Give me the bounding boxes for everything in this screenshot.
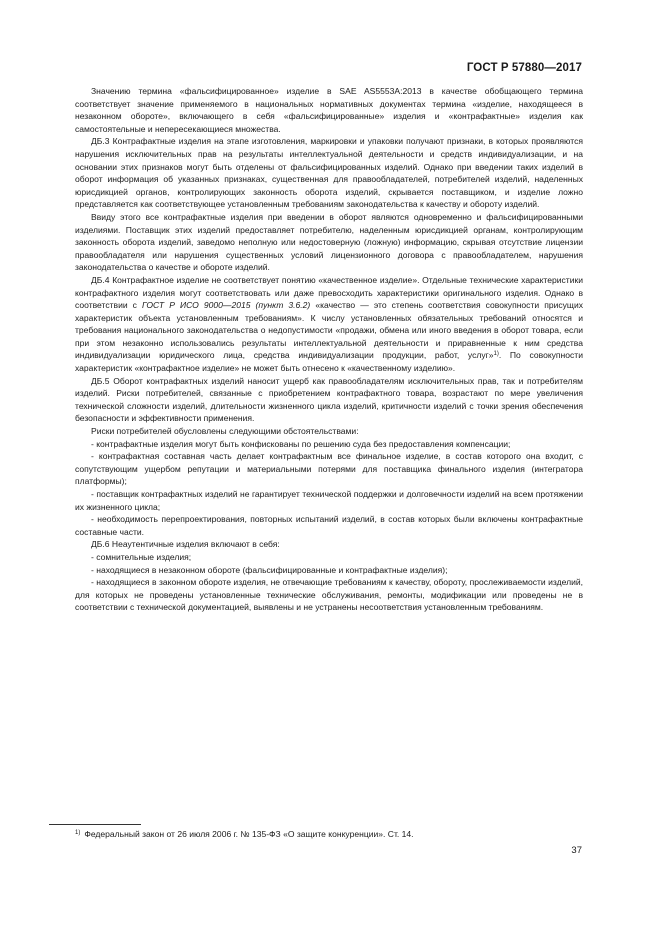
list-item: - находящиеся в незаконном обороте (фальсифицированные и контрафактные изделия); bbox=[91, 564, 448, 575]
paragraph-term-definition: Значению термина «фальсифицированное» изделие в SAE AS5553A:2013 в качестве обобщающего термина соответствует значение применяемого в национальных нормативных документах термина «изделие, находящееся в незаконном обороте», включающего в себя «фальсифицированные» изделия и «контрафактные» изделия как самостоятельные и непересекающиеся множества. bbox=[75, 86, 583, 134]
body-text bbox=[75, 85, 583, 614]
db4-text-b: «качество — это степень соответствия совокупности присущих характеристик объекта установленным требованиям». К числу установленных обязательных требований относятся и требования национального законодательства о недопустимости «продажи, обмена или иного введения в оборот товара, если при этом незаконно использовались результаты интеллектуальной деятельности и приравненные к ним средства индивидуализации юридического лица, средства индивидуализации продукции, работ, услуг» bbox=[75, 300, 583, 361]
page-number: 37 bbox=[571, 845, 582, 856]
list-item: - поставщик контрафактных изделий не гарантирует технической поддержки и долговечности изделий на всем протяжении их жизненного цикла; bbox=[75, 489, 583, 512]
paragraph-db5: ДБ.5 Оборот контрафактных изделий наносит ущерб как правообладателям исключительных прав, так и потребителям изделий. Риски потребителей, связанные с приобретением контрафактного товара, возрастают по мере увеличения технической сложности изделий, длительности жизненного цикла изделий, критичности изделий с точки зрения обеспечения безопасности и эффективности применения. bbox=[75, 375, 583, 424]
footnote-divider bbox=[49, 824, 141, 825]
footnote-number: 1) bbox=[75, 830, 81, 836]
list-item: - находящиеся в законном обороте изделия, не отвечающие требованиям к качеству, обороту, прослеживаемости изделий, для которых не проведены установленные технические обслуживания, ремонты, модификации или проведены не в соответствии с технической документацией, выявлены и не устранены несоответствия установленным требованиям. bbox=[75, 577, 583, 613]
db4-text-c: . По совокупности характеристик «контрафактное изделие» не может быть отнесено к «качественному изделию». bbox=[75, 350, 583, 374]
footnote-mark: 1) bbox=[493, 351, 499, 358]
paragraph-db4 bbox=[75, 274, 583, 375]
list-item: - необходимость перепроектирования, повторных испытаний изделий, в состав которых были включены контрафактные составные части. bbox=[75, 514, 583, 537]
paragraph-db3: ДБ.3 Контрафактные изделия на этапе изготовления, маркировки и упаковки получают признаки, в которых проявляются нарушения исключительных прав на результаты интеллектуальной деятельности и средств индивидуализации, и на основании этих признаков могут быть отделены от фальсифицированных изделий. Однако при введении таких изделий в оборот информация об указанных признаках, существенная для правообладателей, потребителей изделий, наделенных юрисдикцией органов, контролирующих законность оборота изделий, скрывается поставщиком, и изделие ложно представляется как соответствующее установленным требованиям законодательства к качеству и обороту изделий. bbox=[75, 136, 583, 210]
list-item: - сомнительные изделия; bbox=[91, 551, 192, 562]
db4-text-a: ДБ.4 Контрафактное изделие не соответствует понятию «качественное изделие». Отдельные технические характеристики контрафактного изделия могут соответствовать или даже превосходить характеристики оригинального изделия. Однако в соответствии с bbox=[75, 274, 583, 311]
document-code-header: ГОСТ Р 57880—2017 bbox=[466, 62, 582, 74]
paragraph-falsified: Ввиду этого все контрафактные изделия при введении в оборот являются одновременно и фальсифицированными изделиями. Поставщик этих изделий предоставляет потребителю, наделенным юрисдикцией органам, контролирующим законность оборота изделий, заведомо неполную или недостоверную (ложную) информацию, скрывая отсутствие лицензии правообладателя или нарушения существенных условий лицензионного договора с правообладателем, нарушения законодательства о качестве и обороте изделий. bbox=[75, 211, 583, 273]
footnote-text: Федеральный закон от 26 июля 2006 г. № 135-ФЗ «О защите конкуренции». Ст. 14. bbox=[84, 829, 414, 839]
standard-reference: ГОСТ Р ИСО 9000—2015 (пункт 3.6.2) bbox=[142, 300, 311, 311]
list-item: - контрафактная составная часть делает контрафактным все финальное изделие, в состав которого она входит, с сопутствующим ущербом репутации и материальными потерями для поставщика финального изделия (интегратора платформы); bbox=[75, 451, 583, 487]
paragraph-risks-intro: Риски потребителей обусловлены следующими обстоятельствами: bbox=[91, 426, 359, 437]
list-item: - контрафактные изделия могут быть конфискованы по решению суда без предоставления компенсации; bbox=[91, 438, 511, 449]
footnote bbox=[75, 828, 583, 840]
paragraph-db6: ДБ.6 Неаутентичные изделия включают в себя: bbox=[91, 539, 280, 550]
